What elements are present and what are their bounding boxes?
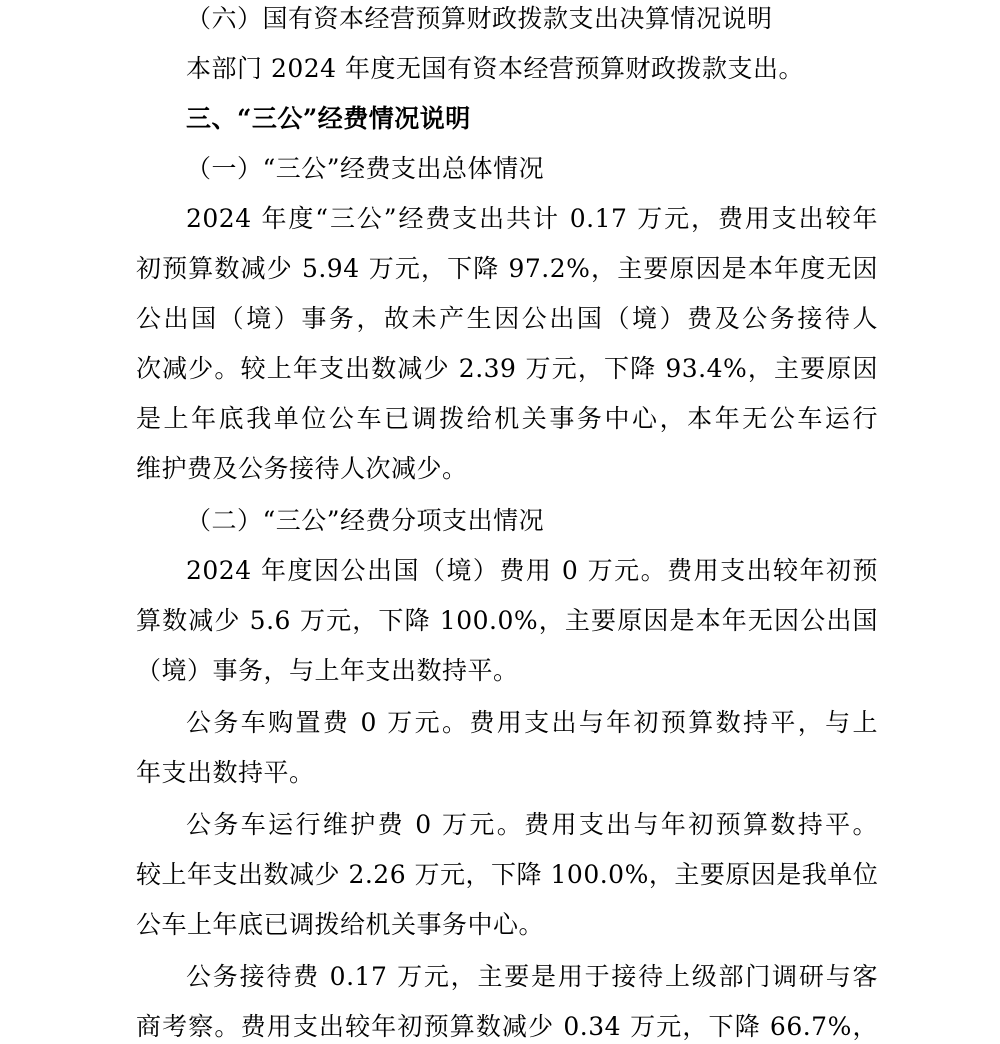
paragraph-line: （境）事务，与上年支出数持平。 [136,656,519,685]
paragraph-line: 是上年底我单位公车已调拨给机关事务中心，本年无公车运行 [136,404,878,433]
paragraph-line: 次减少。较上年支出数减少 2.39 万元，下降 93.4%，主要原因 [136,354,878,383]
paragraph-line: 2024 年度“三公”经费支出共计 0.17 万元，费用支出较年 [186,204,878,233]
subsection-heading-2: （二）“三公”经费分项支出情况 [186,506,545,535]
paragraph-line: 维护费及公务接待人次减少。 [136,454,468,483]
paragraph-line: 商考察。费用支出较年初预算数减少 0.34 万元，下降 66.7%， [136,1012,878,1041]
paragraph-line: 2024 年度因公出国（境）费用 0 万元。费用支出较年初预 [186,556,878,585]
paragraph-line: 公务接待费 0.17 万元，主要是用于接待上级部门调研与客 [186,962,878,991]
subsection-heading-6: （六）国有资本经营预算财政拨款支出决算情况说明 [186,4,773,33]
paragraph-line: 算数减少 5.6 万元，下降 100.0%，主要原因是本年无因公出国 [136,606,878,635]
paragraph-line: 公务车运行维护费 0 万元。费用支出与年初预算数持平。 [186,810,878,839]
section-heading-3: 三、“三公”经费情况说明 [186,104,471,133]
paragraph-line: 公车上年底已调拨给机关事务中心。 [136,910,545,939]
paragraph-line: 公务车购置费 0 万元。费用支出与年初预算数持平，与上 [186,708,878,737]
paragraph-line: 年支出数持平。 [136,758,315,787]
paragraph-line: 较上年支出数减少 2.26 万元，下降 100.0%，主要原因是我单位 [136,860,879,889]
paragraph-line: 初预算数减少 5.94 万元，下降 97.2%，主要原因是本年度无因 [136,254,878,283]
paragraph-line: 公出国（境）事务，故未产生因公出国（境）费及公务接待人 [136,304,878,333]
subsection-heading-1: （一）“三公”经费支出总体情况 [186,154,545,183]
paragraph-line: 本部门 2024 年度无国有资本经营预算财政拨款支出。 [186,54,805,83]
